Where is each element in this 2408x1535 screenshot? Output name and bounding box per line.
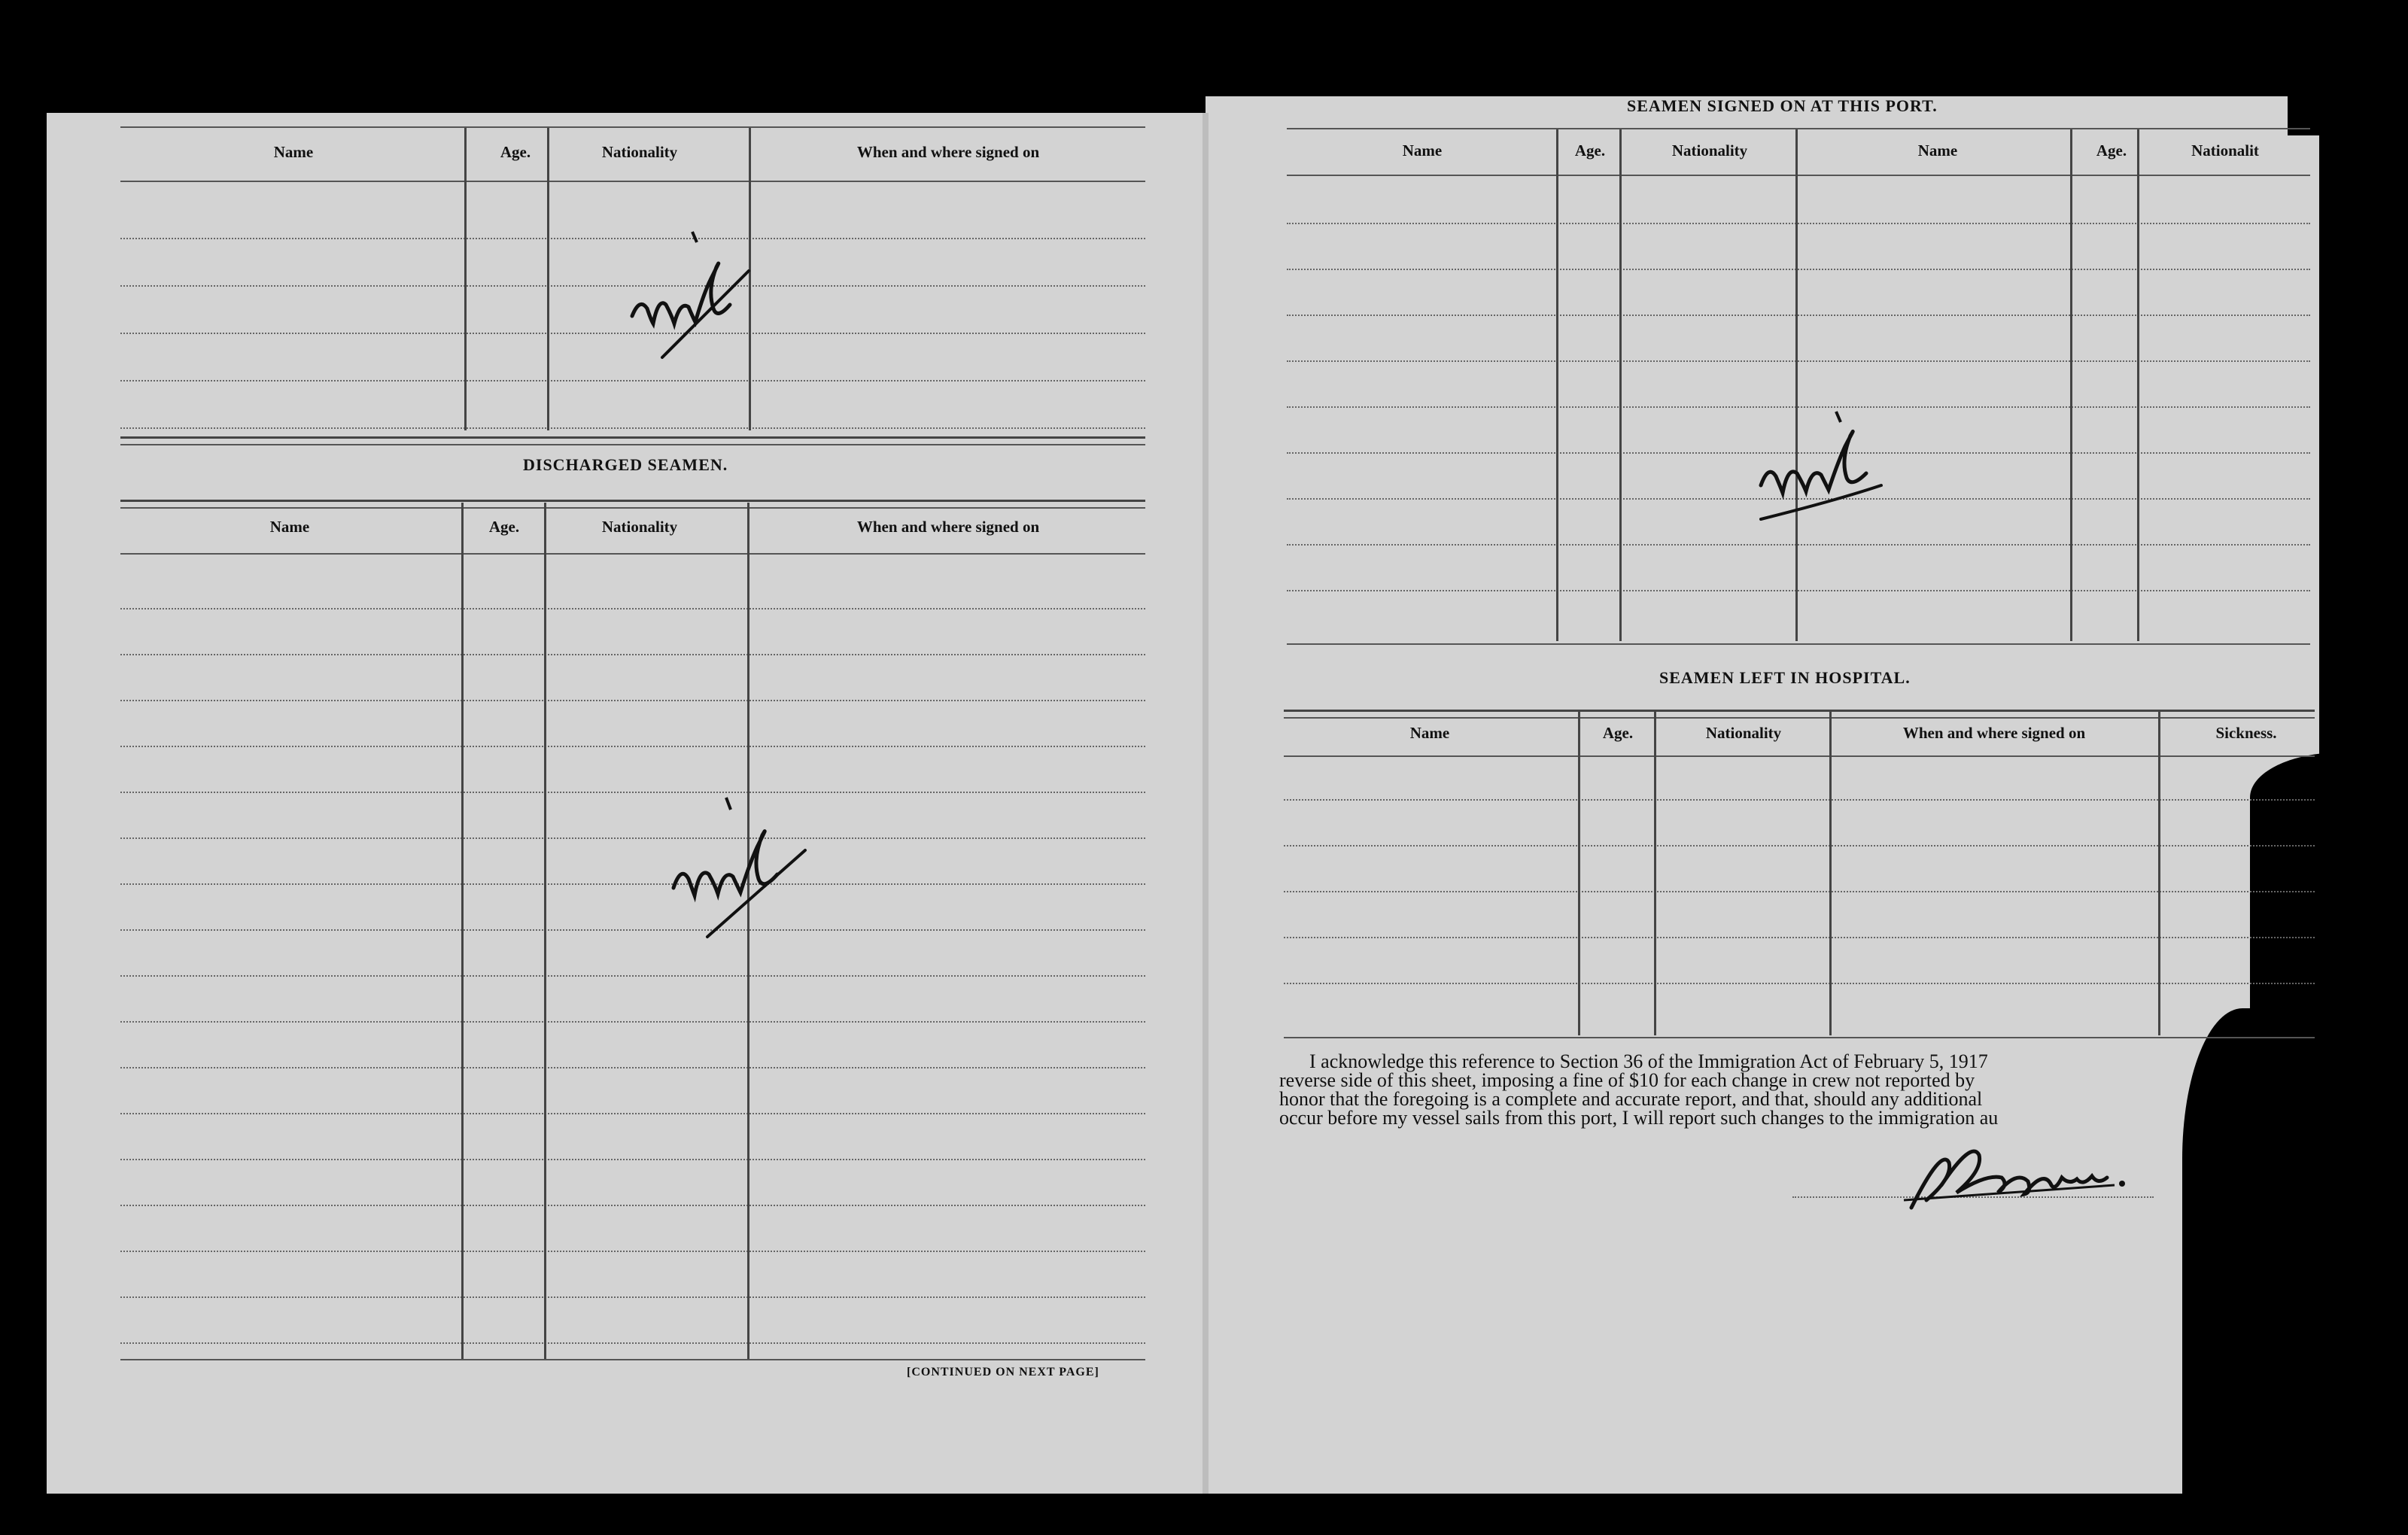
ruled-row-line bbox=[120, 608, 1145, 609]
ruled-row-line bbox=[120, 883, 1145, 885]
col-header-sickness: Sickness. bbox=[2215, 724, 2277, 742]
ruled-row-line bbox=[1287, 544, 2310, 546]
col-header-name: Name bbox=[1409, 724, 1450, 742]
col-header-nationality-2: Nationalit bbox=[2191, 141, 2259, 160]
hospital-bottom-rule bbox=[1284, 1037, 2315, 1038]
acknowledgment-text bbox=[1279, 1052, 2156, 1127]
nil-annotation-handwriting bbox=[655, 790, 820, 941]
signed-on-bottom-rule bbox=[1287, 643, 2310, 645]
col-header-when-where: When and where signed on bbox=[856, 518, 1040, 536]
ruled-row-line bbox=[120, 1021, 1145, 1023]
column-divider bbox=[1619, 129, 1622, 641]
ruled-row-line bbox=[120, 654, 1145, 655]
col-header-age: Age. bbox=[488, 518, 520, 536]
nil-annotation-handwriting bbox=[617, 226, 768, 361]
col-header-when-where: When and where signed on bbox=[1902, 724, 2086, 742]
col-header-nationality: Nationality bbox=[601, 518, 678, 536]
column-divider bbox=[2158, 712, 2160, 1035]
signed-on-top-rule bbox=[1287, 128, 2310, 129]
ruled-row-line bbox=[120, 1113, 1145, 1114]
ruled-row-line bbox=[120, 1205, 1145, 1206]
acknowledgment-line: occur before my vessel sails from this port, I will report such changes to the immigration au bbox=[1279, 1107, 1999, 1129]
col-header-nationality: Nationality bbox=[601, 143, 678, 161]
ruled-row-line bbox=[1287, 406, 2310, 408]
right-page bbox=[1206, 96, 2319, 1494]
top-table-subheader-line bbox=[120, 181, 1145, 182]
col-header-name: Name bbox=[273, 143, 314, 161]
ruled-row-line bbox=[120, 380, 1145, 381]
discharged-subheader-line bbox=[120, 553, 1145, 555]
ruled-row-line bbox=[120, 746, 1145, 747]
ruled-row-line bbox=[1287, 360, 2310, 362]
col-header-age-2: Age. bbox=[2096, 141, 2127, 160]
col-header-nationality: Nationality bbox=[1671, 141, 1748, 160]
ruled-row-line bbox=[1287, 315, 2310, 316]
col-header-name-2: Name bbox=[1917, 141, 1958, 160]
col-header-nationality: Nationality bbox=[1705, 724, 1782, 742]
column-divider bbox=[461, 503, 464, 1360]
ruled-row-line bbox=[1287, 223, 2310, 224]
acknowledgment-line: reverse side of this sheet, imposing a fine of $10 for each change in crew not reported by bbox=[1279, 1069, 1975, 1091]
ruled-row-line bbox=[1287, 269, 2310, 270]
discharged-title: DISCHARGED SEAMEN. bbox=[523, 455, 728, 474]
discharged-top-rule bbox=[120, 500, 1145, 509]
ruled-row-line bbox=[120, 1251, 1145, 1252]
section-divider bbox=[120, 436, 1145, 445]
nil-annotation-handwriting bbox=[1746, 410, 1911, 530]
page-fold bbox=[1202, 113, 1209, 1494]
column-divider bbox=[1795, 129, 1798, 641]
handwritten-signature bbox=[1896, 1132, 2152, 1223]
column-divider bbox=[1654, 712, 1656, 1035]
ruled-row-line bbox=[120, 1067, 1145, 1068]
col-header-age: Age. bbox=[1602, 724, 1634, 742]
col-header-name: Name bbox=[1402, 141, 1443, 160]
col-header-age: Age. bbox=[1574, 141, 1606, 160]
continued-label: [CONTINUED ON NEXT PAGE] bbox=[907, 1366, 1099, 1378]
ruled-row-line bbox=[120, 975, 1145, 977]
hospital-title: SEAMEN LEFT IN HOSPITAL. bbox=[1659, 668, 1911, 687]
ruled-row-line bbox=[120, 700, 1145, 701]
column-divider bbox=[1829, 712, 1832, 1035]
signed-on-subheader-line bbox=[1287, 175, 2310, 176]
col-header-age: Age. bbox=[500, 143, 531, 161]
column-divider bbox=[1578, 712, 1580, 1035]
ruled-row-line bbox=[1287, 590, 2310, 591]
ruled-row-line bbox=[120, 427, 1145, 429]
torn-edge-top bbox=[2288, 45, 2408, 135]
column-divider bbox=[1556, 129, 1558, 641]
column-divider bbox=[2070, 129, 2072, 641]
col-header-name: Name bbox=[269, 518, 310, 536]
ruled-row-line bbox=[120, 1342, 1145, 1344]
discharged-bottom-rule bbox=[120, 1359, 1145, 1360]
top-table-header-line bbox=[120, 126, 1145, 128]
acknowledgment-line: honor that the foregoing is a complete and accurate report, and that, should any additional bbox=[1279, 1088, 1983, 1110]
ruled-row-line bbox=[120, 837, 1145, 839]
ruled-row-line bbox=[120, 1159, 1145, 1160]
ruled-row-line bbox=[120, 792, 1145, 793]
signed-on-title: SEAMEN SIGNED ON AT THIS PORT. bbox=[1627, 96, 1938, 115]
torn-edge-lower bbox=[2182, 1008, 2408, 1535]
column-divider bbox=[544, 503, 546, 1360]
ruled-row-line bbox=[120, 1296, 1145, 1298]
ruled-row-line bbox=[120, 929, 1145, 931]
column-divider bbox=[2137, 129, 2139, 641]
col-header-when-where: When and where signed on bbox=[856, 143, 1040, 161]
column-divider bbox=[464, 128, 467, 430]
acknowledgment-line: I acknowledge this reference to Section 36 of the Immigration Act of February 5, 1917 bbox=[1309, 1050, 1988, 1072]
column-divider bbox=[547, 128, 549, 430]
